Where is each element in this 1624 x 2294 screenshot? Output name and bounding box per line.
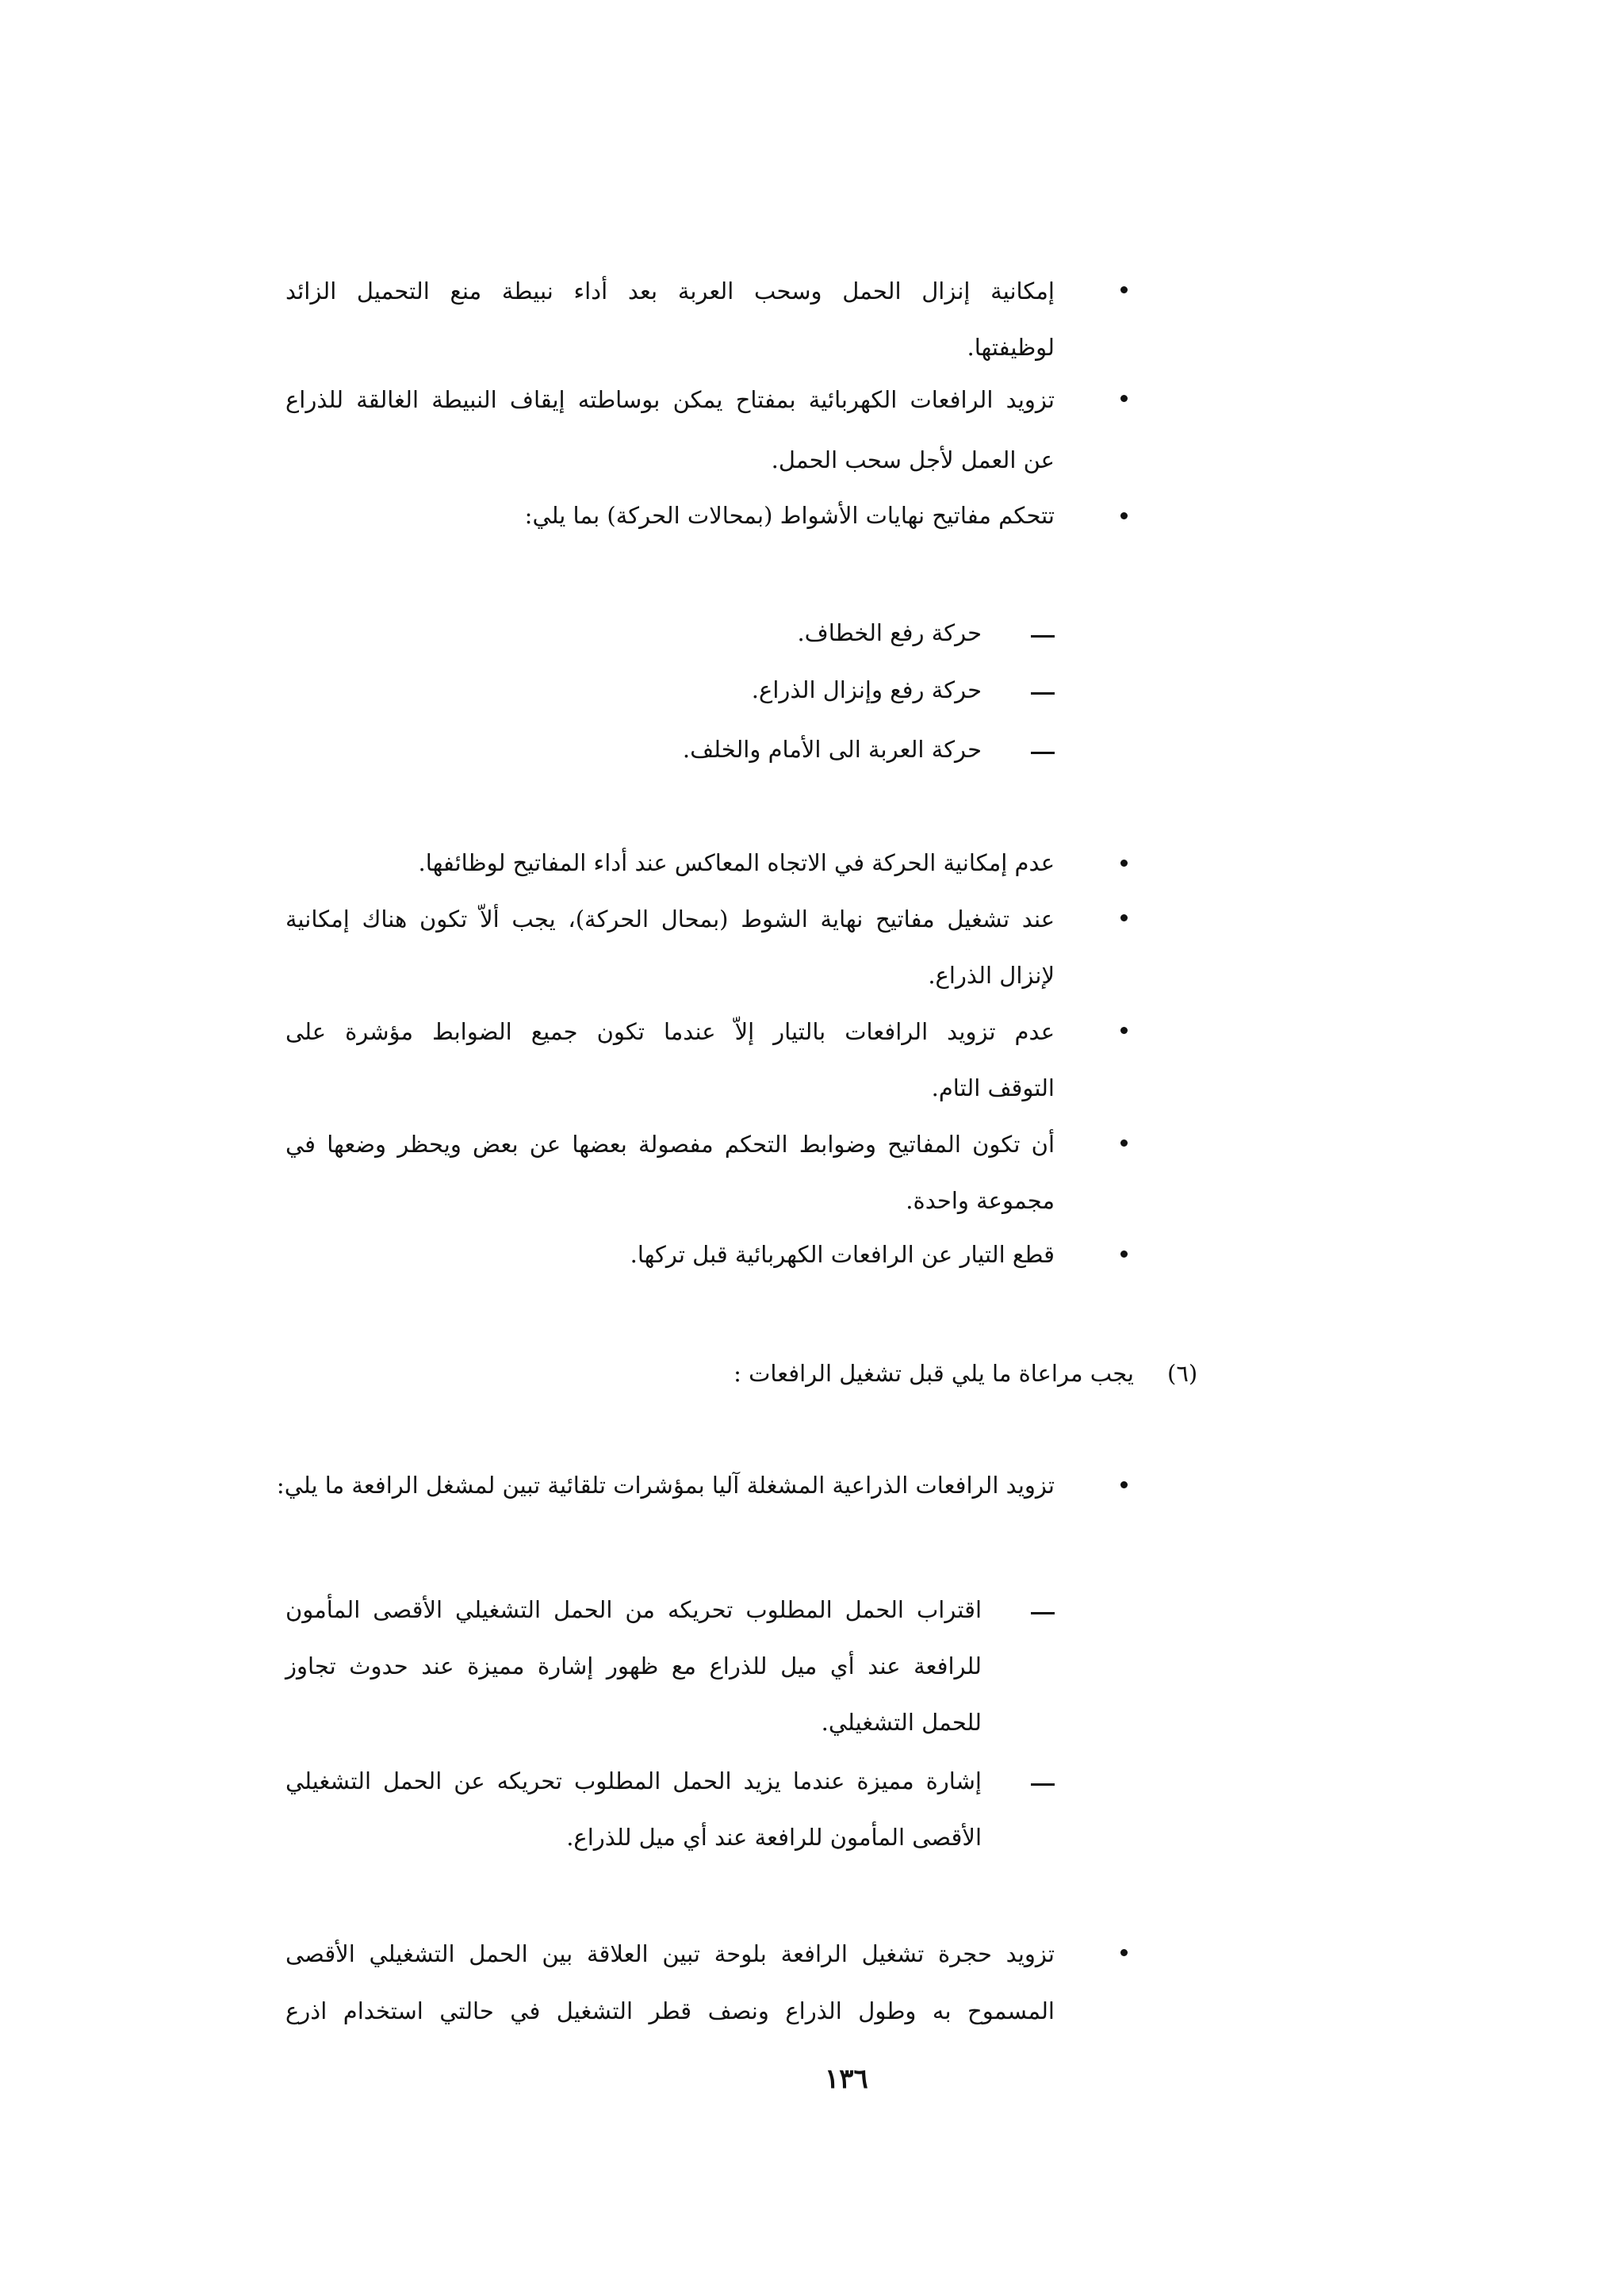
text-line: أن تكون المفاتيح وضوابط التحكم مفصولة بعضها عن بعض ويحظر وضعها في <box>285 1131 1055 1158</box>
text-line: الأقصى المأمون للرافعة عند أي ميل للذراع. <box>566 1824 982 1851</box>
text-line: حركة رفع الخطاف. <box>797 619 982 646</box>
text-line: للرافعة عند أي ميل للذراع مع ظهور إشارة مميزة عند حدوث تجاوز <box>285 1653 982 1679</box>
dash-marker <box>1031 635 1055 638</box>
text-line: حركة رفع وإنزال الذراع. <box>751 676 982 703</box>
section-heading: يجب مراعاة ما يلي قبل تشغيل الرافعات : <box>733 1360 1134 1387</box>
bullet-marker <box>1120 286 1128 293</box>
text-line: التوقف التام. <box>931 1074 1055 1101</box>
bullet-marker <box>1120 1027 1128 1034</box>
text-line: إشارة مميزة عندما يزيد الحمل المطلوب تحريكه عن الحمل التشغيلي <box>285 1767 982 1794</box>
text-line: تتحكم مفاتيح نهايات الأشواط (بمحالات الحركة) بما يلي: <box>524 502 1055 529</box>
text-line: تزويد الرافعات الكهربائية بمفتاح يمكن بوساطته إيقاف النبيطة الغالقة للذراع <box>285 386 1055 413</box>
bullet-marker <box>1120 1949 1128 1956</box>
bullet-marker <box>1120 512 1128 519</box>
text-line: عند تشغيل مفاتيح نهاية الشوط (بمحال الحركة)، يجب ألاّ تكون هناك إمكانية <box>285 906 1055 933</box>
bullet-marker <box>1120 395 1128 402</box>
dash-marker <box>1031 752 1055 754</box>
dash-marker <box>1031 692 1055 695</box>
section-number: (٦) <box>1167 1360 1198 1387</box>
text-line: لوظيفتها. <box>967 334 1055 361</box>
text-line: عدم تزويد الرافعات بالتيار إلاّ عندما تكون جميع الضوابط مؤشرة على <box>285 1018 1055 1045</box>
dash-marker <box>1031 1783 1055 1786</box>
dash-marker <box>1031 1612 1055 1614</box>
bullet-marker <box>1120 914 1128 921</box>
text-line: تزويد حجرة تشغيل الرافعة بلوحة تبين العلاقة بين الحمل التشغيلي الأقصى <box>285 1940 1055 1967</box>
text-line: مجموعة واحدة. <box>906 1187 1055 1214</box>
bullet-marker <box>1120 860 1128 867</box>
page-number: ١٣٦ <box>825 2063 868 2095</box>
text-line: حركة العربة الى الأمام والخلف. <box>682 736 982 763</box>
text-line: تزويد الرافعات الذراعية المشغلة آليا بمؤشرات تلقائية تبين لمشغل الرافعة ما يلي: <box>276 1472 1055 1499</box>
bullet-marker <box>1120 1250 1128 1258</box>
text-line: قطع التيار عن الرافعات الكهربائية قبل تركها. <box>630 1241 1055 1268</box>
text-line: اقتراب الحمل المطلوب تحريكه من الحمل التشغيلي الأقصى المأمون <box>285 1596 982 1623</box>
bullet-marker <box>1120 1481 1128 1488</box>
text-line: عدم إمكانية الحركة في الاتجاه المعاكس عند أداء المفاتيح لوظائفها. <box>418 849 1055 876</box>
text-line: لإنزال الذراع. <box>928 962 1055 989</box>
text-line: عن العمل لأجل سحب الحمل. <box>771 446 1055 473</box>
text-line: إمكانية إنزال الحمل وسحب العربة بعد أداء نبيطة منع التحميل الزائد <box>285 278 1055 304</box>
text-line: المسموح به وطول الذراع ونصف قطر التشغيل في حالتي استخدام اذرع <box>285 1997 1055 2024</box>
bullet-marker <box>1120 1139 1128 1147</box>
text-line: للحمل التشغيلي. <box>821 1709 982 1736</box>
